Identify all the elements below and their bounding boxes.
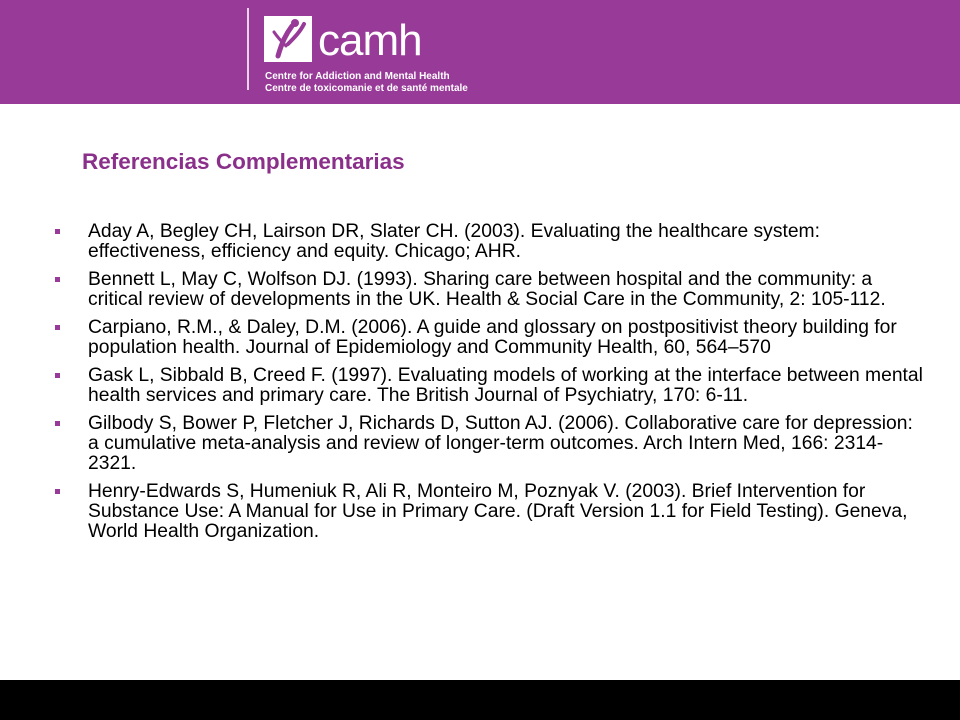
reference-item [54,482,924,542]
reference-text: Carpiano, R.M., & Daley, D.M. (2006). A guide and glossary on postpositivist theory building for population health. Journal of Epidemiology and Community Health, 60, 564–570 [88,317,897,358]
header-band [0,0,960,104]
reference-item [54,366,924,406]
header-divider [247,8,249,90]
bullet-icon [55,421,60,426]
reference-text: Aday A, Begley CH, Lairson DR, Slater CH. (2003). Evaluating the healthcare system: effectiveness, efficiency and equity. Chicago; AHR. [88,221,820,262]
reference-item [54,270,924,310]
bullet-icon [55,373,60,378]
logo-subtitle-en: Centre for Addiction and Mental Health [265,71,450,82]
bullet-icon [55,277,60,282]
camh-logo-icon [264,16,312,62]
reference-text: Bennett L, May C, Wolfson DJ. (1993). Sharing care between hospital and the community: a critical review of developments in the UK. Health & Social Care in the Community, 2: 105-112. [88,269,886,310]
camh-logo-text: camh [318,16,422,65]
reference-item [54,318,924,358]
bullet-icon [55,489,60,494]
slide-title: Referencias Complementarias [82,149,405,174]
reference-text: Henry-Edwards S, Humeniuk R, Ali R, Monteiro M, Poznyak V. (2003). Brief Intervention for Substance Use: A Manual for Use in Primary Care. (Draft Version 1.1 for Field Testing). Geneva, World Health Organization. [88,481,908,542]
bullet-icon [55,325,60,330]
logo-subtitle-fr: Centre de toxicomanie et de santé mentale [265,83,468,94]
reference-text: Gilbody S, Bower P, Fletcher J, Richards D, Sutton AJ. (2006). Collaborative care for depression: a cumulative meta-analysis and review of longer-term outcomes. Arch Intern Med, 166: 2314-2321. [88,413,913,474]
footer-band [0,680,960,720]
reference-item [54,222,924,262]
reference-item [54,414,924,474]
reference-text: Gask L, Sibbald B, Creed F. (1997). Evaluating models of working at the interface between mental health services and primary care. The British Journal of Psychiatry, 170: 6-11. [88,365,923,406]
bullet-icon [55,229,60,234]
reference-list [54,222,924,550]
